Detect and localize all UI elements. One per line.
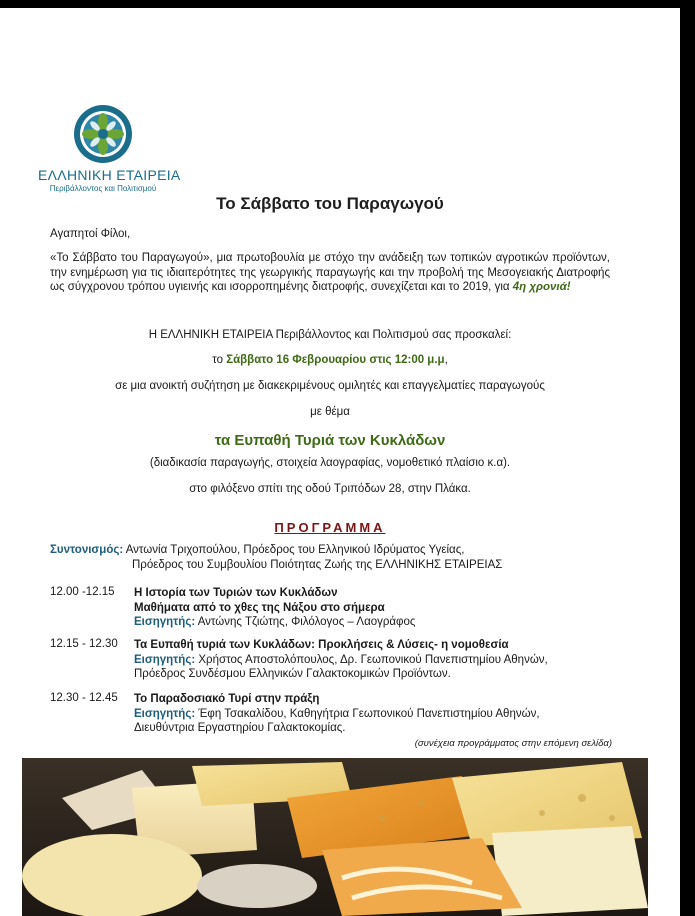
date-suffix: ,	[444, 354, 448, 366]
org-name: ΕΛΛΗΝΙΚΗ ΕΤΑΙΡΕΙΑ	[38, 167, 181, 183]
speaker-label: Εισηγητής:	[134, 707, 196, 720]
event-theme: τα Ευπαθή Τυριά των Κυκλάδων	[214, 432, 446, 449]
program-item-speaker-line	[134, 707, 540, 722]
program-item-title: Το Παραδοσιακό Τυρί στην πράξη	[134, 693, 320, 705]
cheese-photo	[22, 758, 648, 916]
program-item-title: Τα Ευπαθή τυριά των Κυκλάδων: Προκλήσεις & Λύσεις- η νομοθεσία	[134, 639, 509, 651]
venue-line: στο φιλόξενο σπίτι της οδού Τριπόδων 28, στην Πλάκα.	[189, 483, 471, 495]
grated-cheese	[197, 864, 317, 908]
org-emblem-icon	[72, 103, 134, 165]
coordination-block	[50, 543, 464, 558]
speaker-role: Πρόεδρος Συνδέσμου Ελληνικών Γαλακτοκομικών Προϊόντων.	[134, 668, 451, 681]
speaker-label: Εισηγητής:	[134, 653, 196, 666]
program-time: 12.15 - 12.30	[50, 638, 118, 650]
page-title: Το Σάββατο του Παραγωγού	[216, 194, 444, 213]
program-heading: ΠΡΟΓΡΑΜΜΑ	[274, 520, 386, 535]
speaker-role: Διευθύντρια Εργαστηρίου Γαλακτοκομίας.	[134, 722, 346, 735]
speaker-name: Χρήστος Αποστολόπουλος, Δρ. Γεωπονικού Πανεπιστημίου Αθηνών,	[198, 653, 548, 666]
org-subtitle: Περιβάλλοντος και Πολιτισμού	[49, 184, 157, 193]
program-item	[134, 692, 540, 736]
speaker-label: Εισηγητής:	[134, 616, 196, 629]
invite-line: Η ΕΛΛΗΝΙΚΗ ΕΤΑΙΡΕΙΑ Περιβάλλοντος και Πολιτισμού σας προσκαλεί:	[148, 329, 512, 341]
discussion-line: σε μια ανοικτή συζήτηση με διακεκριμένους ομιλητές και επαγγελματίες παραγωγούς	[115, 380, 545, 392]
coordination-label: Συντονισμός:	[50, 544, 124, 556]
event-date: Σάββατο 16 Φεβρουαρίου στις 12:00 μ.μ	[226, 354, 445, 366]
theme-detail: (διαδικασία παραγωγής, στοιχεία λαογραφίας, νομοθετικό πλαίσιο κ.α).	[149, 457, 511, 469]
program-time: 12.30 - 12.45	[50, 692, 118, 704]
coordination-line2: Πρόεδρος του Συμβουλίου Ποιότητας Ζωής της ΕΛΛΗΝΙΚΗΣ ΕΤΑΙΡΕΙΑΣ	[132, 559, 503, 571]
speaker-name: Αντώνης Τζιώτης, Φιλόλογος – Λαογράφος	[197, 616, 416, 629]
date-line	[0, 353, 660, 368]
coordination-line1: Αντωνία Τριχοπούλου, Πρόεδρος του Ελληνικού Ιδρύματος Υγείας,	[125, 544, 465, 556]
program-item	[134, 586, 415, 630]
program-item-speaker-line	[134, 615, 415, 630]
intro-paragraph	[50, 251, 610, 295]
org-logo	[38, 103, 181, 193]
intro-text: «Το Σάββατο του Παραγωγού», μια πρωτοβουλία με στόχο την ανάδειξη των τοπικών αγροτικών προϊόντων, την ενημέρωση για τις ιδιαιτερότητες της γεωργικής παραγωγής και την προβολή της Μεσογειακής Διατροφής ως σύγχρονου τρόπου υγιεινής και ισορροπημένης διατροφής, συνεχίζεται και το 2019, για	[50, 252, 610, 294]
program-item-title: Η Ιστορία των Τυριών των Κυκλάδων	[134, 587, 338, 599]
continuation-note: (συνέχεια προγράμματος στην επόμενη σελίδα)	[414, 738, 612, 749]
program-item	[134, 638, 548, 682]
document-page	[0, 8, 680, 916]
speaker-name: Έφη Τσακαλίδου, Καθηγήτρια Γεωπονικού Πανεπιστημίου Αθηνών,	[198, 707, 540, 720]
greeting: Αγαπητοί Φίλοι,	[50, 228, 131, 240]
theme-label: με θέμα	[310, 406, 350, 418]
program-item-subtitle: Μαθήματα από το χθες της Νάξου στο σήμερα	[134, 601, 385, 614]
program-time: 12.00 -12.15	[50, 586, 115, 598]
program-item-speaker-line	[134, 653, 548, 668]
cheese-round	[22, 834, 202, 916]
intro-highlight: 4η χρονιά!	[512, 281, 571, 294]
date-prefix: το	[212, 354, 227, 366]
